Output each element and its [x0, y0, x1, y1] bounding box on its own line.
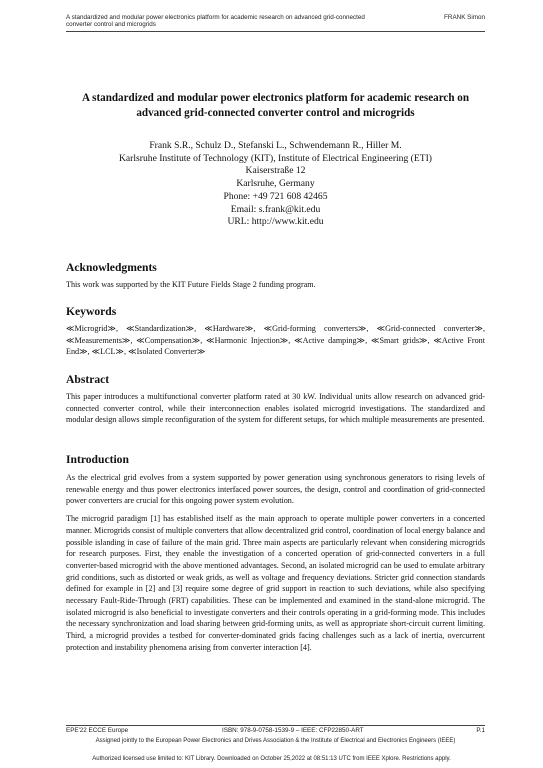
running-header-author: FRANK Simon — [444, 14, 485, 21]
author-phone: Phone: +49 721 608 42465 — [223, 190, 328, 202]
footer-assignment: Assigned jointly to the European Power Electronics and Drives Association & the Institute of Electrical and Electronics Engineers (IEEE) — [95, 738, 456, 744]
page-footer — [66, 727, 485, 744]
introduction-heading: Introduction — [66, 453, 129, 466]
abstract-heading: Abstract — [66, 373, 110, 386]
header-rule — [66, 31, 485, 32]
introduction-paragraph-2: The microgrid paradigm [1] has established itself as the main approach to operate multiple power converters in a concerted manner. Microgrids consist of multiple converters that allow decentralized grid control, coordination of local energy balance and possible islanding in case of failure of the main grid. Three main aspects are particularly relevant when considering microgrids for research purposes. First, they enable the investigation of a concerted operation of grid-connected converters in a full converter-based microgrid with the above mentioned advantages. Second, an isolated microgrid can be used to emulate arbitrary grid conditions, such as distorted or weak grids, as well as voltage and frequency deviations. Stricter grid connection standards defined for example in [2] and [3] require some degree of grid support in reaction to such deviations, while also specifying necessary Fault-Ride-Through (FRT) capabilities. These can be implemented and examined in the stand-alone microgrid. The isolated microgrid is also beneficial to investigate converters and their controls operating in a grid-forming mode. This includes the necessary synchronization and load sharing between grid-forming units, as well as appropriate short-circuit current limiting. Third, a microgrid provides a testbed for converter-dominated grids facing challenges such as a lack of inertia, overcurrent protection and instability phenomena arising from converter interaction [4]. — [66, 514, 485, 652]
abstract-paragraph: This paper introduces a multifunctional converter platform rated at 30 kW. Individual units allow research on advanced grid-connected converter control, while their interconnection enables isolated microgrid investigations. The standardized and modular design allows simple reconfiguration of the system for different setups, for which multiple measurements are presented. — [66, 392, 485, 425]
acknowledgments-text — [66, 279, 485, 291]
acknowledgments-paragraph: This work was supported by the KIT Future Fields Stage 2 funding program. — [66, 280, 316, 289]
introduction-text — [66, 472, 485, 654]
license-notice: Authorized licensed use limited to: KIT Library. Downloaded on October 25,2022 at 08:51:13 UTC from IEEE Xplore. Restrictions apply. — [92, 756, 451, 762]
author-names: Frank S.R., Schulz D., Stefanski L., Schwendemann R., Hiller M. — [149, 140, 402, 151]
footer-rule — [66, 725, 485, 726]
footer-isbn: ISBN: 978-9-0758-1539-9 – IEEE: CFP22850-ART — [222, 727, 364, 734]
footer-page-number: P.1 — [476, 727, 485, 734]
running-header-title: A standardized and modular power electronics platform for academic research on advanced grid-connected converter control and microgrids — [66, 14, 365, 29]
author-block — [66, 140, 485, 229]
keywords-text — [66, 323, 485, 358]
author-institution: Karlsruhe Institute of Technology (KIT), Institute of Electrical Engineering (ETI) — [119, 152, 432, 164]
introduction-paragraph-1: As the electrical grid evolves from a system supported by power generation using synchronous generators to rising levels of renewable energy and thus power electronics interfaced power sources, the design, control and coordination of grid-connected power converters are crucial for this ongoing power system evolution. — [66, 473, 485, 506]
author-url: URL: http://www.kit.edu — [227, 216, 324, 228]
acknowledgments-heading: Acknowledgments — [66, 261, 157, 274]
abstract-text — [66, 391, 485, 426]
footer-conference: EPE'22 ECCE Europe — [66, 727, 129, 734]
author-email: Email: s.frank@kit.edu — [230, 203, 321, 215]
author-street: Kaiserstraße 12 — [245, 165, 306, 177]
keywords-heading: Keywords — [66, 305, 117, 318]
keywords-paragraph: ≪Microgrid≫, ≪Standardization≫, ≪Hardware≫, ≪Grid-forming converters≫, ≪Grid-connected converter≫, ≪Measurements≫, ≪Compensation≫, ≪Harmonic Injection≫, ≪Active damping≫, ≪Smart grids≫, ≪Active Front End≫, ≪LCL≫, ≪Isolated Converter≫ — [66, 324, 485, 357]
paper-title: A standardized and modular power electronics platform for academic research on advanced grid-connected converter control and microgrids — [81, 92, 470, 119]
author-city: Karlsruhe, Germany — [236, 178, 315, 190]
